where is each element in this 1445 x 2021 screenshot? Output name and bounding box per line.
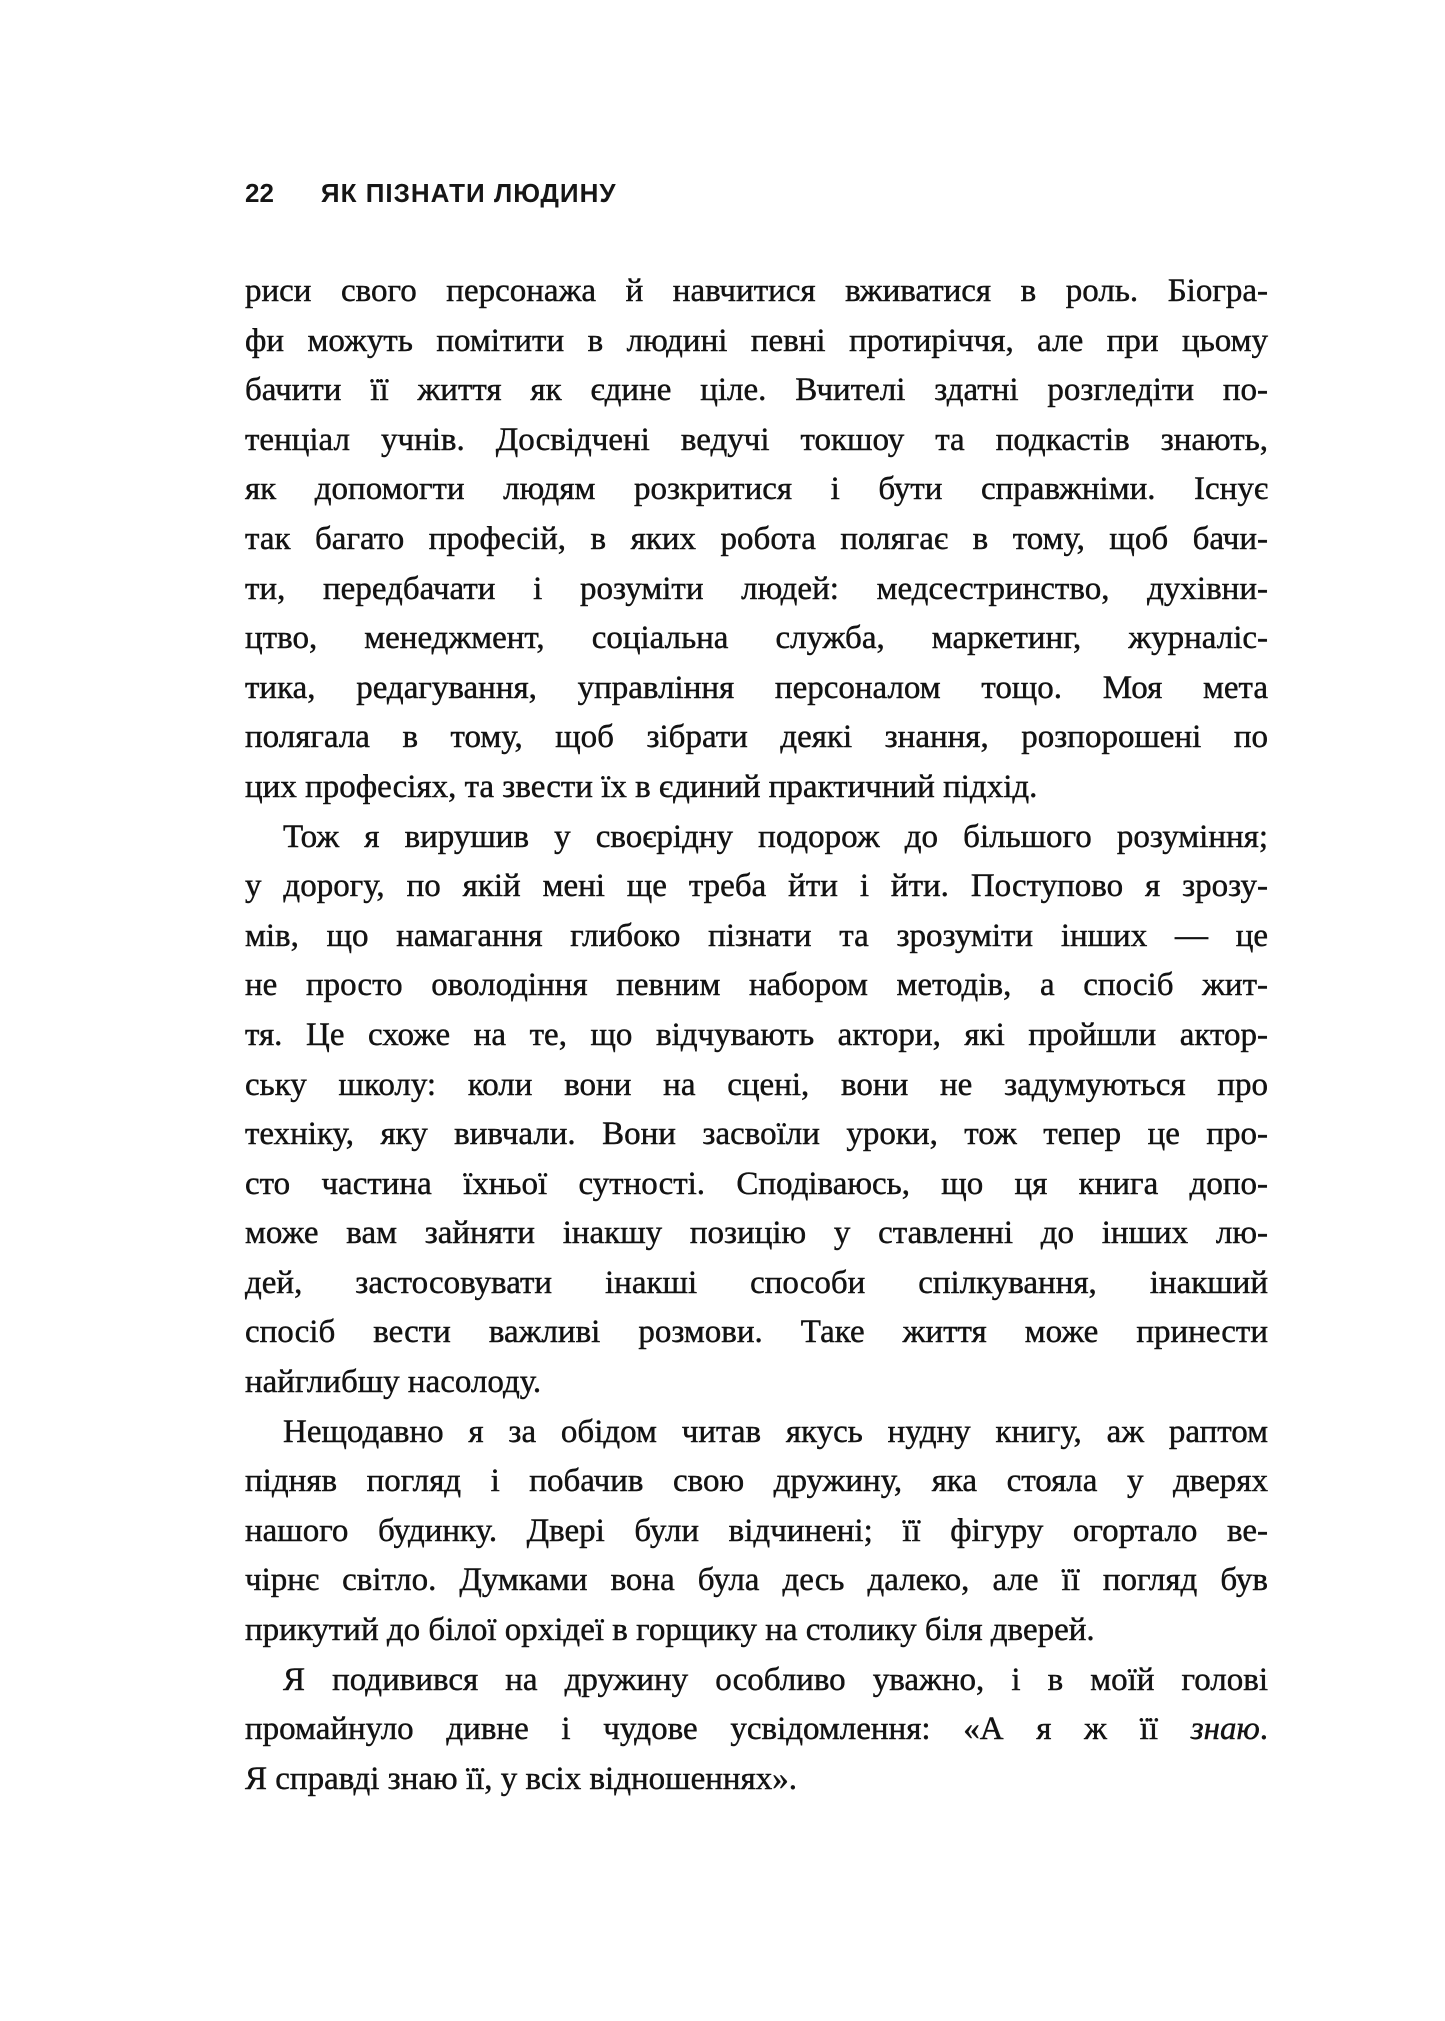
text-segment: так багато професій, в яких робота полягає в тому, щоб бачи-: [245, 520, 1268, 557]
text-segment: полягала в тому, щоб зібрати деякі знання, розпорошені по: [245, 719, 1268, 756]
page-header: [245, 180, 617, 206]
paragraph: [245, 1656, 1268, 1805]
italic-text: знаю: [1190, 1711, 1260, 1748]
running-head-title: ЯК ПІЗНАТИ ЛЮДИНУ: [320, 178, 617, 208]
text-line: [245, 763, 1268, 813]
page-number: 22: [245, 178, 274, 208]
text-line: [245, 1259, 1268, 1309]
text-line: [245, 1656, 1268, 1706]
paragraph: [245, 813, 1268, 1408]
text-segment: тя. Це схоже на те, що відчувають актори, які пройшли актор-: [245, 1016, 1268, 1053]
text-segment: як допомогти людям розкритися і бути справжніми. Існує: [245, 471, 1268, 508]
text-segment: сто частина їхньої сутності. Сподіваюсь, що ця книга допо-: [245, 1165, 1268, 1202]
text-line: [245, 416, 1268, 466]
text-line: [245, 713, 1268, 763]
text-line: [245, 1011, 1268, 1061]
text-line: [245, 1457, 1268, 1507]
text-segment: техніку, яку вивчали. Вони засвоїли уроки, тож тепер це про-: [245, 1116, 1268, 1153]
text-segment: дей, застосовувати інакші способи спілкування, інакший: [245, 1264, 1268, 1301]
text-segment: Я подивився на дружину особливо уважно, і в моїй голові: [283, 1661, 1268, 1698]
text-segment: прикутий до білої орхідеї в горщику на столику біля дверей.: [245, 1612, 1095, 1649]
text-segment: ти, передбачати і розуміти людей: медсестринство, духівни-: [245, 570, 1268, 607]
text-line: [245, 1507, 1268, 1557]
text-line: [245, 366, 1268, 416]
text-segment: Я справді знаю її, у всіх відношеннях».: [245, 1760, 797, 1797]
text-segment: цтво, менеджмент, соціальна служба, маркетинг, журналіс-: [245, 620, 1268, 657]
text-line: [245, 813, 1268, 863]
text-segment: спосіб вести важливі розмови. Таке життя може принести: [245, 1314, 1268, 1351]
text-segment: Нещодавно я за обідом читав якусь нудну книгу, аж раптом: [283, 1413, 1268, 1450]
text-segment: підняв погляд і побачив свою дружину, яка стояла у дверях: [245, 1463, 1268, 1500]
text-line: [245, 267, 1268, 317]
text-line: [245, 961, 1268, 1011]
text-line: [245, 1705, 1268, 1755]
text-segment: цих професіях, та звести їх в єдиний практичний підхід.: [245, 768, 1038, 805]
paragraph: [245, 1408, 1268, 1656]
text-line: [245, 664, 1268, 714]
text-segment: бачити її життя як єдине ціле. Вчителі здатні розгледіти по-: [245, 372, 1268, 409]
text-line: [245, 1209, 1268, 1259]
text-line: [245, 1308, 1268, 1358]
text-segment: тенціал учнів. Досвідчені ведучі токшоу та подкастів знають,: [245, 421, 1268, 458]
text-segment: промайнуло дивне і чудове усвідомлення: «А я ж її: [245, 1711, 1191, 1748]
text-segment: Тож я вирушив у своєрідну подорож до більшого розуміння;: [283, 818, 1268, 855]
text-segment: нашого будинку. Двері були відчинені; її фігуру огортало ве-: [245, 1512, 1268, 1549]
text-line: [245, 1556, 1268, 1606]
text-line: [245, 317, 1268, 367]
text-line: [245, 1606, 1268, 1656]
text-segment: риси свого персонажа й навчитися вживатися в роль. Біогра-: [245, 273, 1268, 309]
text-segment: не просто оволодіння певним набором методів, а спосіб жит-: [245, 967, 1268, 1004]
text-line: [245, 1061, 1268, 1111]
text-segment: у дорогу, по якій мені ще треба йти і йти. Поступово я зрозу-: [245, 868, 1268, 905]
text-segment: тика, редагування, управління персоналом тощо. Моя мета: [245, 669, 1268, 706]
paragraph: [245, 267, 1268, 813]
page-body: [245, 267, 1268, 1804]
text-line: [245, 1160, 1268, 1210]
text-line: [245, 912, 1268, 962]
text-segment: найглибшу насолоду.: [245, 1364, 542, 1401]
text-segment: фи можуть помітити в людині певні протиріччя, але при цьому: [245, 322, 1268, 359]
text-segment: мів, що намагання глибоко пізнати та зрозуміти інших — це: [245, 917, 1268, 954]
text-line: [245, 1358, 1268, 1408]
text-line: [245, 565, 1268, 615]
text-line: [245, 1408, 1268, 1458]
text-segment: ську школу: коли вони на сцені, вони не задумуються про: [245, 1066, 1268, 1103]
text-line: [245, 465, 1268, 515]
text-line: [245, 614, 1268, 664]
text-line: [245, 1110, 1268, 1160]
text-segment: чірнє світло. Думками вона була десь далеко, але її погляд був: [245, 1562, 1268, 1599]
text-line: [245, 515, 1268, 565]
text-line: [245, 1755, 1268, 1805]
text-line: [245, 862, 1268, 912]
text-segment: .: [1259, 1711, 1268, 1748]
text-segment: може вам зайняти інакшу позицію у ставленні до інших лю-: [245, 1215, 1268, 1252]
